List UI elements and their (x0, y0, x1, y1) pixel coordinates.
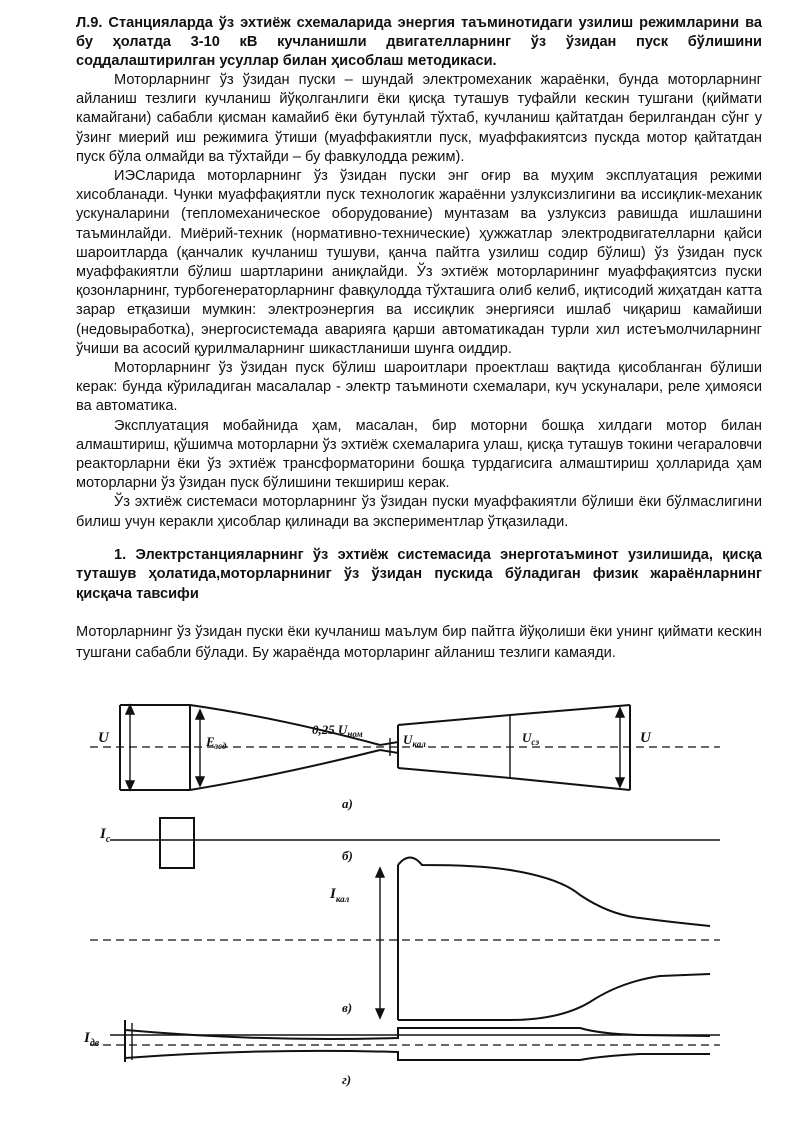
section-intro: Моторларнинг ўз ўзидан пуски ёки кучланиш маълум бир пайтга йўқолиши ёки унинг қиймати кескин тушгани сабабли бўлади. Бу жараёнда моторларинг айланиш тезлиги камаяди. (76, 624, 762, 662)
paragraph-4: Эксплуатация мобайнида ҳам, масалан, бир моторни бошқа хилдаги мотор билан алмаштириш, қўшимча моторларни ўз эхтиёж схемаларига улаш, қисқа туташув токини чегараловчи реакторларни ёки ўз эхтиёж трансформаторини бошқа турдагисига алмаштириш ҳолларида ҳам моторларни ўз ўзидан пуск бўлишини текшириш керак. (76, 417, 762, 492)
paragraph-5: Ўз эхтиёж системаси моторларнинг ўз ўзидан пуски муаффакиятли бўлиши ёки бўлмаслигини билиш учун керакли ҳисоблар қилинади ва экспериментлар ўтқазилади. (76, 494, 762, 530)
label-panel-a: а) (342, 796, 353, 811)
panel-v-lower-envelope (398, 974, 710, 1020)
label-025-unom: 0,25 $U_{ном}$ (312, 722, 363, 739)
label-u-right: U (640, 730, 651, 746)
waveform-figure (80, 690, 760, 1110)
document-page (76, 14, 762, 664)
panel-g-upper (125, 1028, 710, 1039)
panel-v-upper-envelope (398, 858, 710, 927)
label-ikal: $I_{кал}$ (330, 886, 350, 904)
label-idv: $I_{дв}$ (84, 1030, 100, 1049)
decay-lower (190, 750, 380, 790)
decay-upper (190, 705, 380, 745)
panel-g-lower (125, 1051, 710, 1060)
label-ic: $I_с$ (100, 826, 111, 845)
waveform-diagram (80, 690, 760, 1110)
paragraph-3: Моторларнинг ўз ўзидан пуск бўлиш шароитлари проектлаш вақтида қисобланган бўлиши керак: бунда кўриладиган масалалар - электр таъминоти схемалари, куч ускуналари, реле ҳимояси ва автоматика. (76, 360, 762, 415)
paragraph-1: Моторларнинг ўз ўзидан пуски – шундай электромеханик жараёнки, бунда моторларнинг айланиш тезлиги кучланиш йўқолганлиги ёки қисқа туташув туфайли кескин тушгани (қиймати камайгани) сабабли қисман камайиб ёки бутунлай тўхтаб, кучланиш қайтатдан берилгандан сўнг у ўзинг миерий иш режимига ўтиши (муаффакиятли пуск, муаффакиятсиз пускда мотор қайтатдан пуск бўла олмайди ва тўхтайди – бу фавкулодда режим). (76, 72, 762, 165)
label-panel-v: в) (342, 1000, 353, 1015)
label-panel-b: б) (342, 848, 353, 863)
label-panel-g: г) (342, 1072, 352, 1087)
recovery-lower (398, 768, 510, 778)
document-title: Л.9. Станцияларда ўз эхтиёж схемаларида энергия таъминотидаги узилиш режимларини ва бу ҳолатда 3-10 кВ кучланишли двигателларнинг ўз ўзидан пуск бўлишини соддалаштирилган усуллар билан ҳисоблаш методикаси. (76, 15, 762, 69)
section-heading: 1. Электрстанцияларнинг ўз эхтиёж системасида энерготаъминот узилишида, қисқа туташув ҳолатида,моторларниниг ўз ўзидан пускида бўладиган физик жараёнларнинг қисқача тавсифи (76, 546, 762, 602)
label-e-zsd: $E_{зсд}$ (206, 734, 227, 751)
recovery-upper (398, 715, 510, 725)
paragraph-2: ИЭСларида моторларнинг ўз ўзидан пуски энг оғир ва муҳим эксплуатация режими хисобланади. Чунки муаффақиятли пуск технологик жараённи узлуксизлигини ва иссиқлик-механик ускуналарини (тепломеханическое оборудование) мунтазам ва узлуксиз равишда ишлашини таъминлайди. Миёрий-техник (нормативно-технические) ҳужжатлар электродвигателларни қайси шароитларда (қанчалик кучланиш тушуви, қанча пайтга узилиш содир бўлиш) ўз ўзидан пуск муаффакиятли бўлиш шартларини аниқлайди. Ўз эхтиёж моторларининг муаффақиятсиз пуски қозонларнинг, турбогенераторларнинг фавқулодда тўхташига олиб келиб, иқтисодий жиҳатдан катта зарар етқазиши мумкин: электроэнергия ва иссиқлик энергияси ишлаб чиқариш камайиши (недовыработка), энергосистемада аварияга қарши автоматикадан турли хил истеъмолчиларнинг ўчиши ва асосий қурилмаларнинг шикастланиши шунга оиддир. (76, 168, 762, 357)
label-u-kal: $U_{кал}$ (403, 732, 426, 749)
panel-b-current-pulse (160, 818, 194, 868)
label-u-se: $U_{сэ}$ (522, 730, 540, 747)
label-u-left: U (98, 730, 109, 746)
